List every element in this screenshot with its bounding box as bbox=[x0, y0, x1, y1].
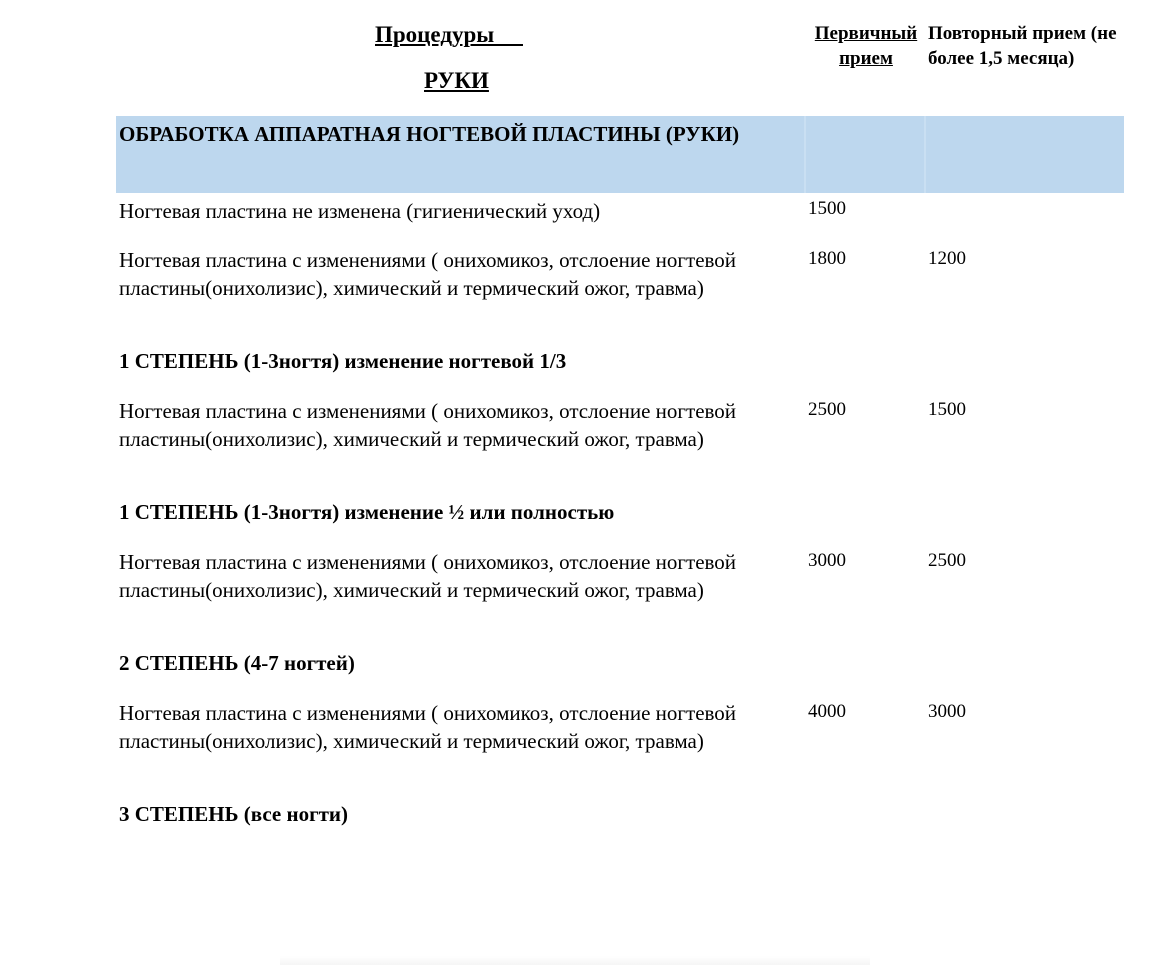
table-row-description: Ногтевая пластина с изменениями ( онихомикоз, отслоение ногтевой пластины(онихолизис), химический и термический ожог, травма) bbox=[119, 701, 737, 753]
price-primary: 2500 bbox=[808, 399, 846, 420]
severity-note: 3 СТЕПЕНЬ (все ногти) bbox=[119, 802, 349, 826]
section-header bbox=[116, 116, 1124, 193]
severity-note: 2 СТЕПЕНЬ (4-7 ногтей) bbox=[119, 651, 355, 675]
table-row-description: Ногтевая пластина не изменена (гигиенический уход) bbox=[119, 199, 601, 223]
section-title: ОБРАБОТКА АППАРАТНАЯ НОГТЕВОЙ ПЛАСТИНЫ (РУКИ) bbox=[119, 122, 740, 146]
price-repeat: 2500 bbox=[928, 550, 966, 571]
page-subtitle: РУКИ bbox=[424, 68, 489, 93]
price-repeat: 1500 bbox=[928, 399, 966, 420]
column-divider bbox=[804, 116, 806, 193]
severity-note: 1 СТЕПЕНЬ (1-3ногтя) изменение ½ или полностью bbox=[119, 500, 615, 524]
price-primary: 1500 bbox=[808, 198, 846, 219]
column-header-primary: Первичный прием bbox=[814, 23, 918, 69]
column-header-repeat: Повторный прием (не более 1,5 месяца) bbox=[928, 23, 1117, 69]
table-row-description: Ногтевая пластина с изменениями ( онихомикоз, отслоение ногтевой пластины(онихолизис), химический и термический ожог, травма) bbox=[119, 399, 737, 451]
severity-note: 1 СТЕПЕНЬ (1-3ногтя) изменение ногтевой 1/3 bbox=[119, 349, 567, 373]
price-repeat: 3000 bbox=[928, 701, 966, 722]
table-row-description: Ногтевая пластина с изменениями ( онихомикоз, отслоение ногтевой пластины(онихолизис), химический и термический ожог, травма) bbox=[119, 550, 737, 602]
column-divider bbox=[924, 116, 926, 193]
table-row-description: Ногтевая пластина с изменениями ( онихомикоз, отслоение ногтевой пластины(онихолизис), химический и термический ожог, травма) bbox=[119, 248, 737, 300]
page-bottom-edge bbox=[280, 956, 870, 965]
price-repeat: 1200 bbox=[928, 248, 966, 269]
price-primary: 3000 bbox=[808, 550, 846, 571]
page-title: Процедуры bbox=[375, 22, 523, 47]
price-primary: 1800 bbox=[808, 248, 846, 269]
price-primary: 4000 bbox=[808, 701, 846, 722]
